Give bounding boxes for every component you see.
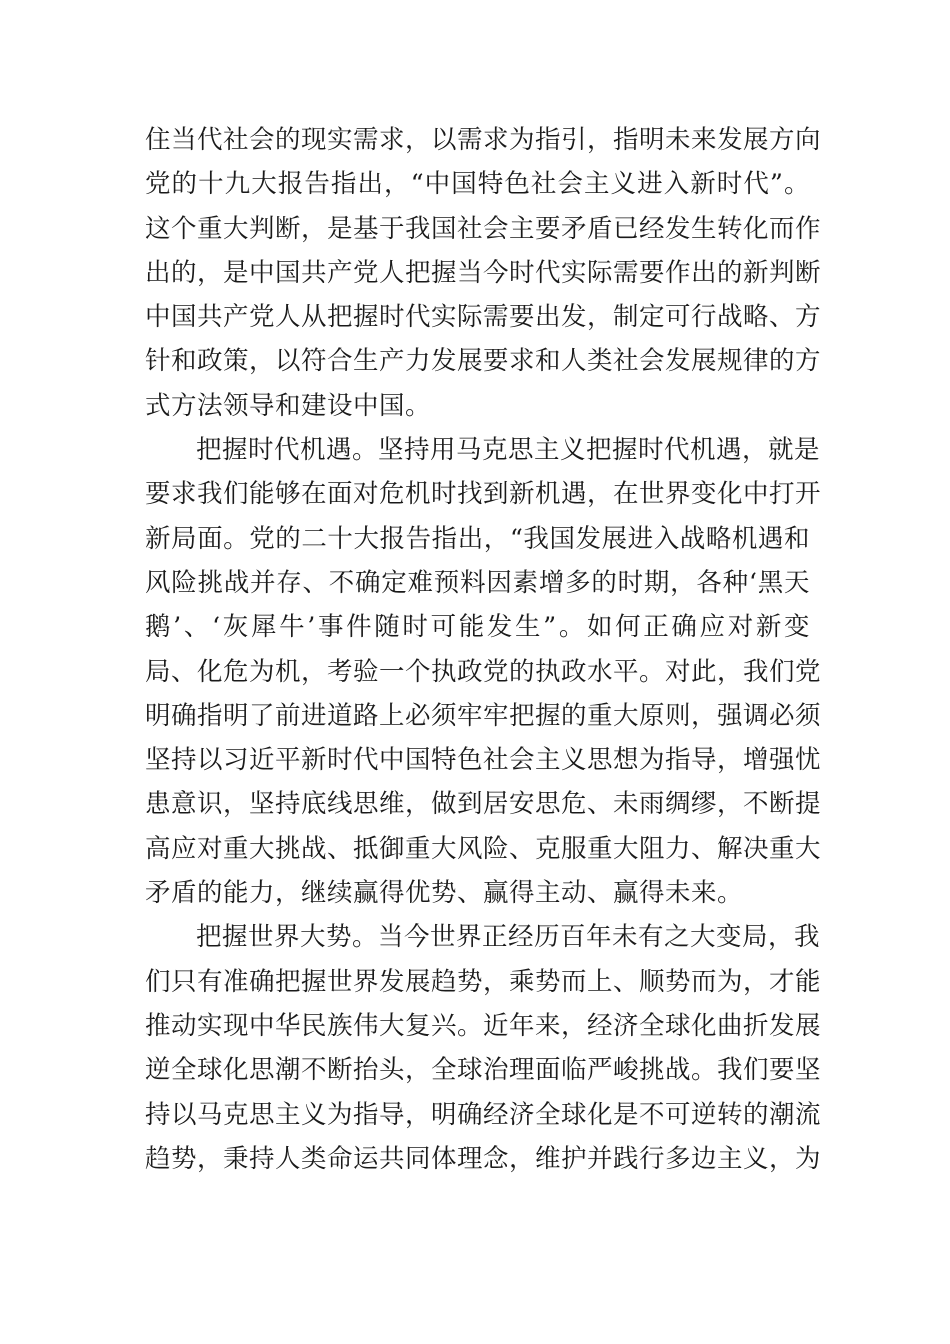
paragraph-world-trend [145,915,822,1181]
text-line: 持以马克思主义为指导，明确经济全球化是不可逆转的潮流 [145,1099,822,1130]
text-line: 针和政策，以符合生产力发展要求和人类社会发展规律的方 [145,346,822,377]
text-line: 患意识，坚持底线思维，做到居安思危、未雨绸缪，不断提 [145,789,822,820]
text-line: 党的十九大报告指出，“中国特色社会主义进入新时代”。 [145,169,810,200]
text-line: 中国共产党人从把握时代实际需要出发，制定可行战略、方 [145,302,822,333]
text-line: 局、化危为机，考验一个执政党的执政水平。对此，我们党 [145,656,822,687]
text-line: 们只有准确把握世界发展趋势，乘势而上、顺势而为，才能 [145,966,822,997]
text-line: 把握时代机遇。坚持用马克思主义把握时代机遇，就是 [196,435,821,466]
text-line: 把握世界大势。当今世界正经历百年未有之大变局，我 [196,922,821,953]
text-line: 矛盾的能力，继续赢得优势、赢得主动、赢得未来。 [145,878,744,909]
text-line: 逆全球化思潮不断抬头，全球治理面临严峻挑战。我们要坚 [145,1055,822,1086]
text-line: 趋势，秉持人类命运共同体理念，维护并践行多边主义，为 [145,1143,822,1174]
text-line: 要求我们能够在面对危机时找到新机遇，在世界变化中打开 [145,479,822,510]
text-line: 风险挑战并存、不确定难预料因素增多的时期，各种‘黑天 [145,567,810,598]
text-line: 式方法领导和建设中国。 [145,390,432,421]
text-line: 明确指明了前进道路上必须牢牢把握的重大原则，强调必须 [145,700,822,731]
paragraph-continuation [145,118,822,428]
body-text [145,118,822,1181]
text-line: 坚持以习近平新时代中国特色社会主义思想为指导，增强忧 [145,745,822,776]
text-line: 出的，是中国共产党人把握当今时代实际需要作出的新判断 [145,257,822,288]
text-line: 高应对重大挑战、抵御重大风险、克服重大阻力、解决重大 [145,833,822,864]
text-line: 推动实现中华民族伟大复兴。近年来，经济全球化曲折发展 [145,1010,822,1041]
paragraph-opportunity [145,428,822,915]
text-line: 鹅’、‘灰犀牛’事件随时可能发生”。如何正确应对新变 [145,612,810,643]
text-line: 住当代社会的现实需求，以需求为指引，指明未来发展方向 [145,125,822,155]
text-line: 新局面。党的二十大报告指出，“我国发展进入战略机遇和 [145,523,810,554]
text-line: 这个重大判断，是基于我国社会主要矛盾已经发生转化而作 [145,213,822,244]
